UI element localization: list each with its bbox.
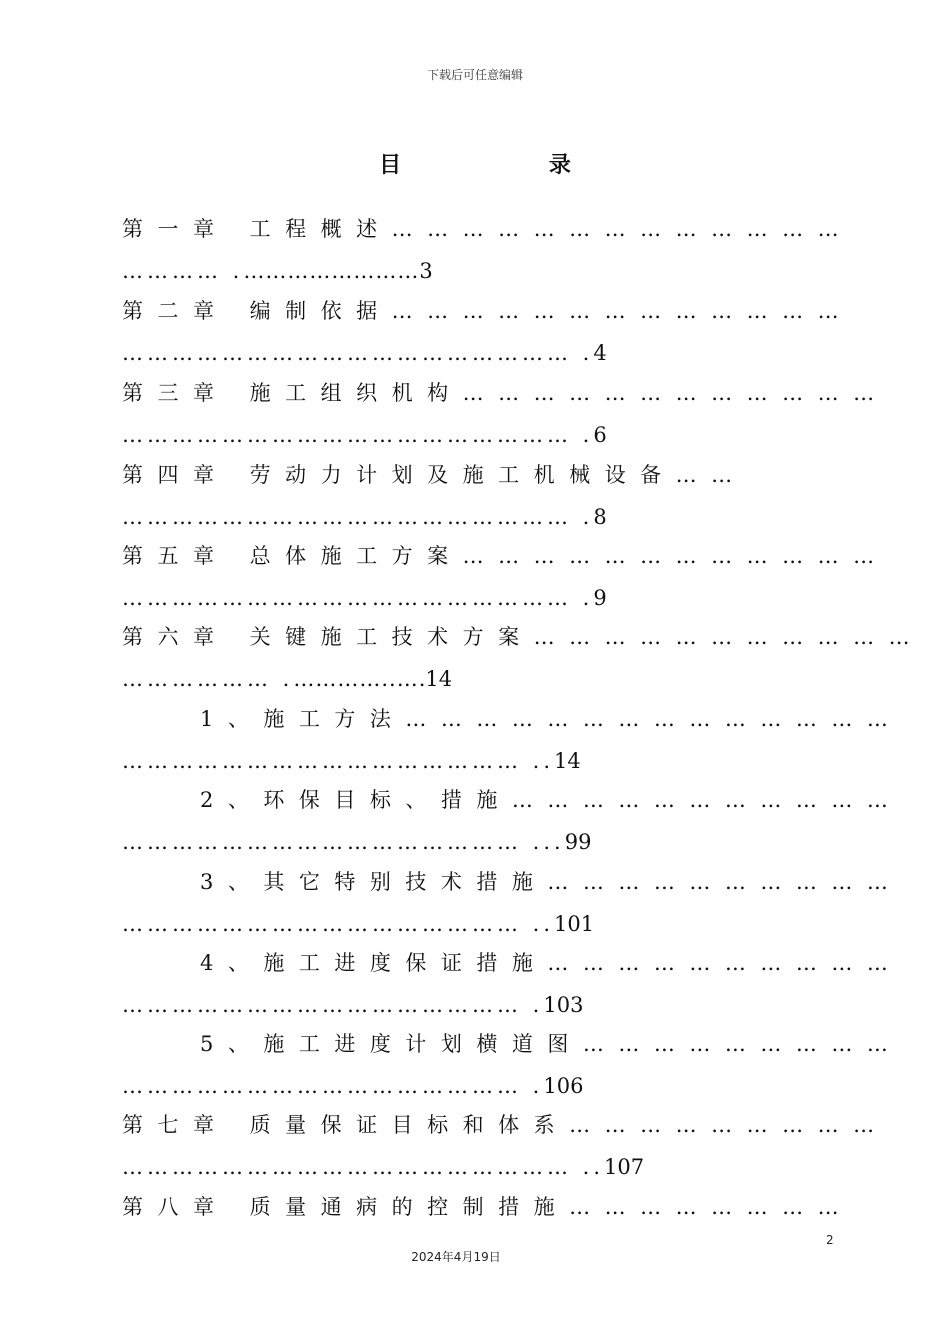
document-header: 下载后可任意编辑 (426, 68, 523, 82)
toc-entry-line2[interactable] (122, 746, 822, 776)
toc-entry-line1[interactable]: 第五章 总体施工方案……………………………… (122, 544, 889, 568)
toc-page-number: 8 (593, 505, 607, 529)
toc-leader: ……………………………………………… .. (122, 1155, 605, 1179)
toc-leader: ………………………………………… ... (122, 830, 565, 854)
toc-page-number: .14 (418, 667, 453, 691)
toc-entry-line2[interactable] (122, 664, 822, 694)
toc-page-number: 4 (593, 341, 607, 365)
toc-page-number: 101 (554, 912, 595, 936)
toc-entry-line1[interactable]: 第八章 质量通病的控制措施…………………… (122, 1195, 854, 1219)
toc-subentry-line1[interactable]: 3、其它特别技术措施………………………… (200, 870, 903, 894)
toc-entry-line1[interactable]: 第六章 关键施工技术方案…………………………… (122, 625, 925, 649)
toc-leader: ……………………………………………… . (122, 505, 594, 529)
toc-entry-line2[interactable] (122, 909, 822, 939)
toc-title: 目 录 (379, 153, 641, 178)
toc-subentry-line1[interactable]: 4、施工进度保证措施………………………… (200, 951, 903, 975)
toc-leader-tail: …………..… (293, 667, 419, 691)
toc-entry-line1[interactable]: 第七章 质量保证目标和体系……………………… (122, 1113, 889, 1137)
toc-entry-line1[interactable]: 第一章 工程概述………………………………… (122, 217, 854, 241)
toc-subentry-line1[interactable]: 1、施工方法…………………………………… (200, 707, 903, 731)
toc-page-number: 103 (543, 993, 584, 1017)
toc-page-number: 107 (604, 1155, 645, 1179)
toc-entry-line2[interactable] (122, 338, 822, 368)
toc-entry-line2[interactable] (122, 1152, 822, 1182)
toc-entry-line2[interactable] (122, 990, 822, 1020)
toc-leader: ………… . (122, 259, 244, 283)
toc-page-number: 106 (543, 1074, 584, 1098)
toc-page-number: 99 (564, 830, 592, 854)
toc-entry-line2[interactable] (122, 502, 822, 532)
toc-leader: ……………………………………………… . (122, 586, 594, 610)
toc-page-number: 9 (593, 586, 607, 610)
toc-entry-line2[interactable] (122, 420, 822, 450)
toc-leader: ………………………………………… . (122, 1074, 544, 1098)
toc-entry-line2[interactable] (122, 583, 822, 613)
toc-page-number: 3 (419, 259, 433, 283)
toc-page-number: 6 (593, 423, 607, 447)
toc-leader: ……………………………………………… . (122, 423, 594, 447)
toc-subentry-line1[interactable]: 5、施工进度计划横道图……………………… (200, 1032, 903, 1056)
toc-entry-line2[interactable] (122, 827, 822, 857)
toc-entry-line1[interactable]: 第四章 劳动力计划及施工机械设备…… (122, 463, 747, 487)
toc-entry-line1[interactable]: 第二章 编制依据………………………………… (122, 299, 854, 323)
toc-leader: ………………………………………… .. (122, 749, 555, 773)
toc-leader-tail: …………………… (243, 259, 420, 283)
page-number: 2 (826, 1233, 834, 1247)
toc-leader: ………………………………………… . (122, 993, 544, 1017)
toc-entry-line2[interactable] (122, 1071, 822, 1101)
document-footer-date: 2024年4月19日 (411, 1250, 501, 1264)
toc-leader: ……………… . (122, 667, 294, 691)
toc-leader: ……………………………………………… . (122, 341, 594, 365)
toc-entry-line1[interactable]: 第三章 施工组织机构……………………………… (122, 381, 889, 405)
toc-leader: ………………………………………… .. (122, 912, 555, 936)
toc-page-number: 14 (554, 749, 581, 773)
toc-entry-line2[interactable] (122, 256, 822, 286)
toc-subentry-line1[interactable]: 2、环保目标、措施…………………………… (200, 788, 903, 812)
